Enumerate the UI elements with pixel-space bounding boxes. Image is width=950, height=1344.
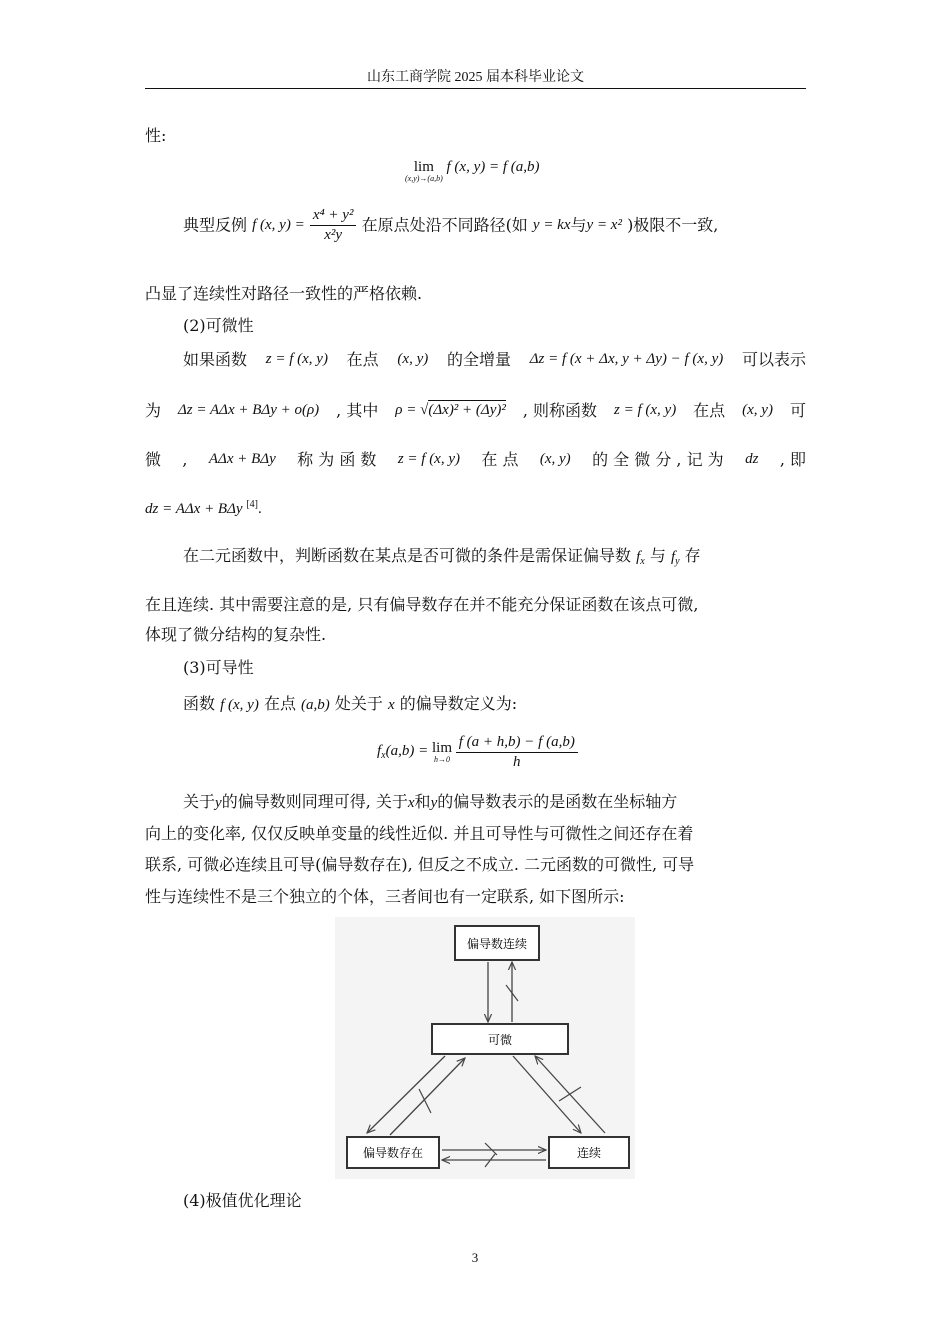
- lim-subscript: (x,y)→(a,b): [405, 174, 443, 183]
- text-span: ,: [182, 450, 188, 469]
- partial-fy: [671, 549, 680, 565]
- limit-operator: [405, 160, 443, 183]
- text-line: 性:: [145, 126, 167, 145]
- text-span: , 则称函数: [522, 401, 598, 420]
- math-expression: [395, 403, 506, 419]
- text-span: 典型反例: [183, 215, 248, 235]
- text-line: [183, 794, 677, 811]
- math-expression: (x, y): [539, 451, 571, 467]
- fraction-numerator: f (a + h,b) − f (a,b): [456, 735, 578, 753]
- math-expression: y: [215, 795, 222, 811]
- text-line: [183, 352, 806, 368]
- math-symbol: f: [377, 743, 382, 759]
- equation-continuity: [405, 160, 540, 183]
- total-differential-equation: [145, 500, 262, 517]
- equation-expression: f (x, y) = f (a,b): [446, 159, 540, 175]
- text-span: 在二元函数中，判断函数在某点是否可微的条件是需保证偏导数: [183, 546, 632, 565]
- text-span: 微: [145, 450, 162, 469]
- section-heading: (2)可微性: [183, 316, 254, 335]
- section-heading: (3)可导性: [183, 658, 254, 677]
- text-span: 和: [414, 792, 431, 811]
- math-expression: (a,b): [301, 697, 330, 713]
- math-symbol: f: [670, 549, 676, 565]
- text-span: 在 点: [481, 450, 519, 469]
- running-header: 山东工商学院 2025 届本科毕业论文: [367, 70, 584, 85]
- header-rule: [145, 88, 806, 89]
- relationship-diagram: [335, 917, 635, 1179]
- text-line: [183, 548, 701, 567]
- text-span: 处关于: [334, 694, 383, 713]
- math-expression: Δz = f (x + Δx, y + Δy) − f (x, y): [529, 351, 724, 367]
- math-expression: z = f (x, y): [397, 451, 460, 467]
- math-expression: AΔx + BΔy: [208, 451, 276, 467]
- text-span: 在点: [263, 694, 296, 713]
- math-expression: y = kx: [532, 217, 571, 233]
- page-number: 3: [471, 1250, 479, 1265]
- math-expression: x: [407, 795, 415, 811]
- text-line: 联系, 可微必连续且可导(偏导数存在), 但反之不成立. 二元函数的可微性, 可导: [145, 855, 695, 874]
- math-expression: y = x²: [586, 217, 622, 233]
- math-expression: (x, y): [742, 402, 773, 418]
- math-expression: dz = AΔx + BΔy: [145, 501, 243, 517]
- text-span: 与: [570, 215, 587, 235]
- lim-text: lim: [432, 740, 453, 756]
- text-span: , 即: [779, 450, 806, 469]
- text-span: 为: [145, 401, 162, 420]
- equation-lhs: [377, 743, 428, 759]
- sqrt-radicand: (Δx)² + (Δy)²: [428, 402, 506, 418]
- fraction-denominator: h: [513, 754, 521, 770]
- node-partial-derivative-continuous: [455, 926, 539, 960]
- text-span: 的偏导数定义为:: [399, 694, 518, 713]
- text-line: 向上的变化率, 仅仅反映单变量的线性近似. 并且可导性与可微性之间还存在着: [145, 824, 694, 843]
- text-span: 的 全 微 分 , 记 为: [592, 450, 724, 469]
- node-label: 偏导数连续: [466, 937, 528, 951]
- text-line: [183, 696, 517, 713]
- math-expression: z = f (x, y): [265, 351, 328, 367]
- text-span: 在点: [693, 401, 726, 420]
- text-span: 关于: [183, 792, 216, 811]
- text-span: 在点: [346, 350, 379, 369]
- text-span: )极限不一致,: [627, 215, 719, 235]
- text-line: 体现了微分结构的复杂性.: [145, 625, 327, 644]
- fraction: [310, 208, 357, 243]
- sqrt-icon: √: [420, 402, 429, 418]
- text-span: 的偏导数表示的是函数在坐标轴方: [437, 792, 678, 811]
- node-label: 可微: [487, 1033, 513, 1047]
- fraction: [456, 735, 578, 770]
- math-expression: f (x, y): [220, 697, 259, 713]
- node-partial-derivative-exists: [347, 1137, 439, 1168]
- lim-subscript: h→0: [434, 755, 450, 764]
- text-span: 存: [684, 546, 701, 565]
- section-heading: (4)极值优化理论: [183, 1191, 302, 1210]
- text-span: 如果函数: [183, 350, 248, 369]
- text-span: 函数: [183, 694, 216, 713]
- math-subscript: y: [675, 556, 680, 567]
- math-subscript: x: [640, 556, 645, 567]
- text-span: , 其中: [336, 401, 379, 420]
- math-expression: (a,b) =: [385, 743, 429, 759]
- text-line: [145, 452, 806, 468]
- math-expression: x: [388, 697, 395, 713]
- node-label: 偏导数存在: [362, 1146, 424, 1160]
- lim-text: lim: [413, 159, 434, 175]
- math-expression: (x, y): [397, 351, 429, 367]
- math-expression: f (x, y) =: [252, 217, 305, 233]
- text-span: 在原点处沿不同路径(如: [361, 215, 528, 235]
- text-line: 凸显了连续性对路径一致性的严格依赖.: [145, 284, 423, 303]
- limit-operator: [432, 741, 452, 764]
- text-span: 的偏导数则同理可得, 关于: [221, 792, 408, 811]
- equation-partial-derivative: [377, 735, 578, 770]
- math-expression: Δz = AΔx + BΔy + o(ρ): [177, 402, 320, 418]
- node-differentiable: [432, 1024, 568, 1054]
- counterexample-line: [183, 208, 718, 243]
- math-expression: z = f (x, y): [614, 402, 677, 418]
- node-label: 连续: [576, 1146, 602, 1160]
- math-symbol: f: [636, 549, 641, 565]
- text-span: 称 为 函 数: [297, 450, 377, 469]
- text-span: .: [257, 501, 262, 517]
- text-line: 在且连续. 其中需要注意的是, 只有偏导数存在并不能充分保证函数在该点可微,: [145, 595, 699, 614]
- text-span: 可以表示: [741, 350, 806, 369]
- text-line: [145, 403, 806, 419]
- math-subscript: x: [381, 750, 386, 761]
- text-span: 与: [649, 546, 666, 565]
- text-span: 的全增量: [446, 350, 511, 369]
- partial-fx: [636, 549, 645, 565]
- text-line: 性与连续性不是三个独立的个体，三者间也有一定联系, 如下图所示:: [145, 887, 625, 906]
- math-expression: dz: [745, 451, 759, 467]
- node-continuous: [549, 1137, 629, 1168]
- citation-ref: [4]: [246, 499, 258, 510]
- text-span: 可: [789, 401, 806, 420]
- rho-label: ρ =: [395, 402, 417, 418]
- fraction-denominator: x²y: [324, 227, 343, 243]
- math-expression: y: [430, 795, 438, 811]
- fraction-numerator: x⁴ + y²: [310, 208, 357, 226]
